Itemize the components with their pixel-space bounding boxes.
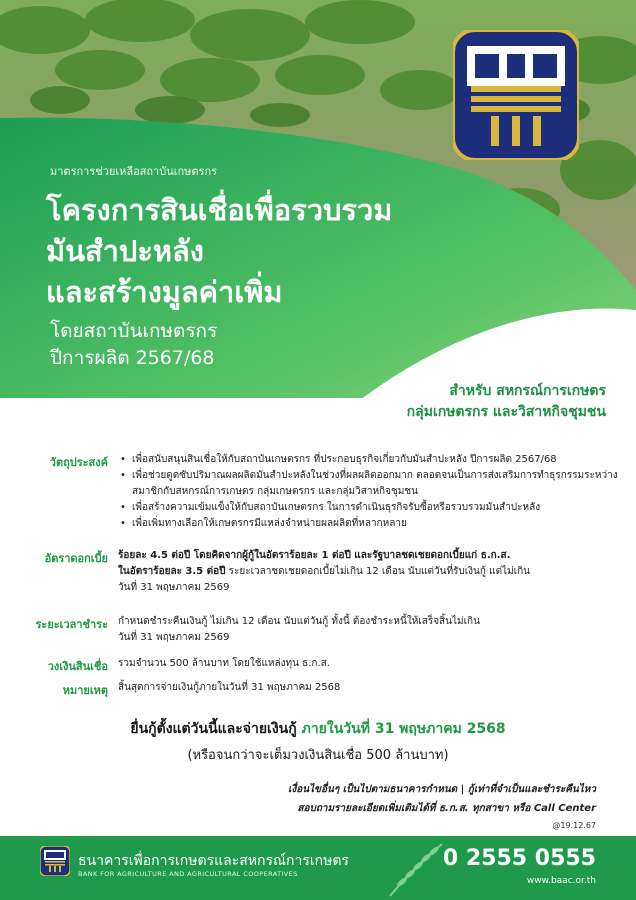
interest-line-2 — [118, 564, 618, 580]
conditions-note — [288, 780, 596, 818]
interest-line-2-rest: ระยะเวลาชดเชยดอกเบี้ยไม่เกิน 12 เดือน นับแต่วันที่รับเงินกู้ แต่ไม่เกิน — [225, 566, 530, 577]
budget-value: รวมจำนวน 500 ล้านบาท โดยใช้แหล่งทุน ธ.ก.ส. — [118, 658, 330, 669]
interest-line-3: วันที่ 31 พฤษภาคม 2569 — [118, 582, 230, 593]
apply-deadline — [0, 718, 636, 740]
footer-bar — [0, 836, 636, 900]
website-link[interactable]: www.baac.or.th — [526, 876, 596, 886]
interest-label: อัตราดอกเบี้ย — [44, 552, 108, 565]
repayment-label: ระยะเวลาชำระ — [35, 618, 108, 631]
footer-baac-logo-icon — [40, 846, 70, 876]
objective-item: • เพื่อช่วยดูดซับปริมาณผลผลิตมันสำปะหลังในช่วงที่ผลผลิตออกมาก ตลอดจนเป็นการส่งเสริมการทำธุรกรรมระหว่างสมาชิกกับสหกรณ์การเกษตร กลุ่มเกษตรกร และกลุ่มวิสาหกิจชุมชน — [118, 468, 618, 500]
bank-name-english: BANK FOR AGRICULTURE AND AGRICULTURAL COOPERATIVES — [78, 870, 298, 878]
target-line-2: กลุ่มเกษตรกร และวิสาหกิจชุมชน — [406, 404, 606, 420]
target-line-1: สำหรับ สหกรณ์การเกษตร — [449, 383, 606, 399]
bank-name-thai: ธนาคารเพื่อการเกษตรและสหกรณ์การเกษตร — [78, 853, 349, 869]
page-title — [46, 190, 392, 313]
title-line-1: โครงการสินเชื่อเพื่อรวบรวม — [46, 193, 393, 227]
conditions-line-2: สอบถามรายละเอียดเพิ่มเติมได้ที่ ธ.ก.ส. ทุกสาขา หรือ Call Center — [297, 803, 596, 814]
repayment-value — [118, 614, 618, 646]
objective-item: • เพื่อสร้างความเข้มแข็งให้กับสถาบันเกษตรกร ในการดำเนินธุรกิจรับซื้อหรือรวบรวมมันสำปะหลัง — [118, 500, 618, 516]
interest-value — [118, 548, 618, 596]
objective-label: วัตถุประสงค์ — [49, 456, 108, 469]
kicker-text: มาตรการช่วยเหลือสถาบันเกษตรกร — [50, 165, 218, 178]
interest-line-1: ร้อยละ 4.5 ต่อปี โดยคิดจากผู้กู้ในอัตราร้อยละ 1 ต่อปี และรัฐบาลชดเชยดอกเบี้ยแก่ ธ.ก.ส. — [118, 550, 511, 561]
objective-value — [118, 452, 618, 532]
call-center-phone[interactable]: 0 2555 0555 — [442, 846, 596, 871]
apply-deadline-date: ภายในวันที่ 31 พฤษภาคม 2568 — [301, 721, 506, 737]
interest-rate-bold: ในอัตราร้อยละ 3.5 ต่อปี — [118, 566, 226, 577]
budget-label: วงเงินสินเชื่อ — [47, 660, 108, 673]
title-line-3: และสร้างมูลค่าเพิ่ม — [46, 275, 283, 309]
rice-stalk-icon — [380, 838, 450, 898]
remark-value: สิ้นสุดการจ่ายเงินกู้ภายในวันที่ 31 พฤษภาคม 2568 — [118, 682, 341, 693]
remark-label: หมายเหตุ — [62, 684, 108, 697]
target-audience — [407, 381, 606, 423]
subtitle-line-2: ปีการผลิต 2567/68 — [50, 347, 215, 369]
subtitle — [50, 318, 217, 372]
apply-limit-note: (หรือจนกว่าจะเต็มวงเงินสินเชื่อ 500 ล้านบาท) — [187, 748, 449, 763]
repayment-line-1: กำหนดชำระคืนเงินกู้ ไม่เกิน 12 เดือน นับแต่วันกู้ ทั้งนี้ ต้องชำระหนี้ให้เสร็จสิ้นไม่เกิน — [118, 616, 480, 627]
objective-item: • เพื่อสนับสนุนสินเชื่อให้กับสถาบันเกษตรกร ที่ประกอบธุรกิจเกี่ยวกับมันสำปะหลัง ปีการผลิต 2567/68 — [118, 452, 618, 468]
apply-prefix: ยื่นกู้ตั้งแต่วันนี้และจ่ายเงินกู้ — [130, 721, 302, 737]
publish-date: @19.12.67 — [552, 821, 596, 830]
objective-item: • เพื่อเพิ่มทางเลือกให้เกษตรกรมีแหล่งจำหน่ายผลผลิตที่หลากหลาย — [118, 516, 618, 532]
subtitle-line-1: โดยสถาบันเกษตรกร — [50, 320, 218, 342]
title-line-2: มันสำปะหลัง — [46, 234, 204, 268]
repayment-line-2: วันที่ 31 พฤษภาคม 2569 — [118, 632, 230, 643]
hero-banner — [0, 0, 636, 400]
conditions-line-1: เงื่อนไขอื่นๆ เป็นไปตามธนาคารกำหนด | กู้เท่าที่จำเป็นและชำระคืนไหว — [287, 784, 596, 795]
baac-logo-icon — [453, 30, 579, 160]
